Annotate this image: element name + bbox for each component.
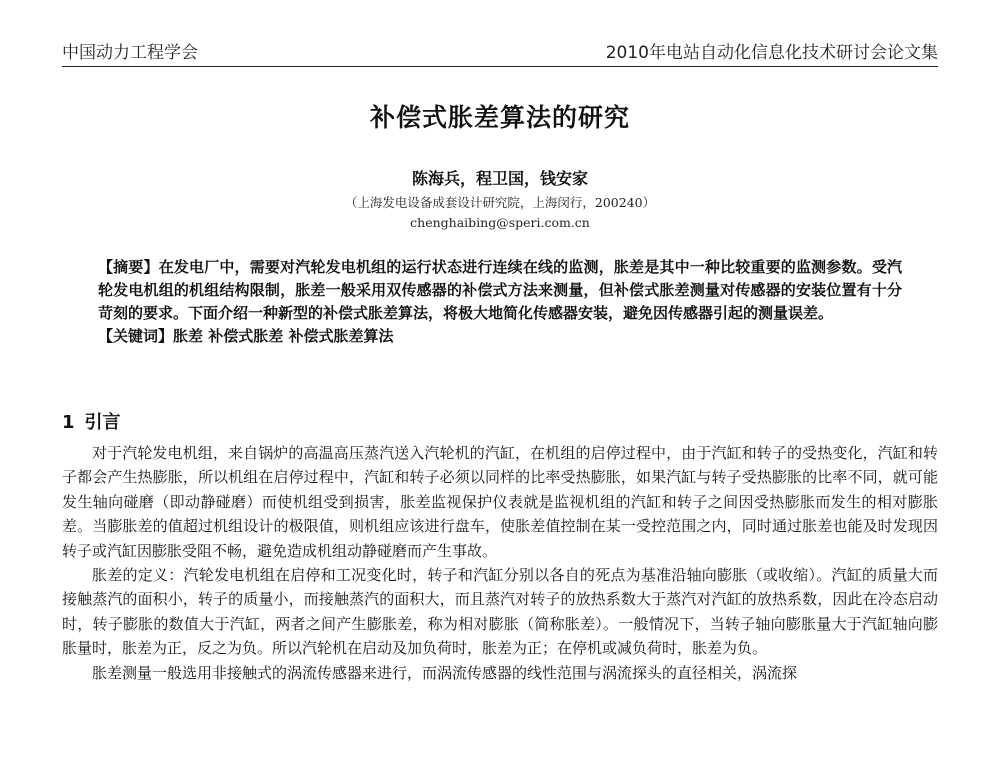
section-title: 引言 [84,412,121,433]
abstract-block [98,256,902,348]
author-affiliation: （上海发电设备成套设计研究院，上海闵行，200240） [344,195,656,210]
header-proceedings-title: 2010年电站自动化信息化技术研讨会论文集 [605,43,938,63]
paragraph: 胀差测量一般选用非接触式的涡流传感器来进行，而涡流传感器的线性范围与涡流探头的直径相关，涡流探 [92,663,798,682]
paper-title: 补偿式胀差算法的研究 [369,103,630,132]
author-list: 陈海兵，程卫国，钱安家 [411,169,588,188]
author-email: chenghaibing@speri.com.cn [410,215,590,230]
abstract-text: 【摘要】在发电厂中，需要对汽轮发电机组的运行状态进行连续在线的监测，胀差是其中一种比较重要的监测参数。受汽轮发电机组的机组结构限制，胀差一般采用双传感器的补偿式方法来测量，但补偿式胀差测量对传感器的安装位置有十分苛刻的要求。下面介绍一种新型的补偿式胀差算法，将极大地简化传感器安装，避免因传感器引起的测量误差。 [98,258,902,322]
running-header [62,38,938,66]
paragraph: 对于汽轮发电机组，来自锅炉的高温高压蒸汽送入汽轮机的汽缸，在机组的启停过程中，由于汽缸和转子的受热变化，汽缸和转子都会产生热膨胀，所以机组在启停过程中，汽缸和转子必须以同样的比率受热膨胀，如果汽缸与转子受热膨胀的比率不同，就可能发生轴向碰磨（即动静碰磨）而使机组受到损害，胀差监视保护仪表就是监视机组的汽缸和转子之间因受热膨胀而发生的相对膨胀差。当膨胀差的值超过机组设计的极限值，则机组应该进行盘车，使胀差值控制在某一受控范围之内，同时通过胀差也能及时发现因转子或汽缸因膨胀受阻不畅，避免造成机组动静碰磨而产生事故。 [62,444,938,560]
keywords: 【关键词】胀差 补偿式胀差 补偿式胀差算法 [98,327,394,345]
header-organization: 中国动力工程学会 [62,43,198,63]
section-number: 1 [62,412,75,433]
section-body [62,441,938,685]
paragraph: 胀差的定义：汽轮发电机组在启停和工况变化时，转子和汽缸分别以各自的死点为基准沿轴向膨胀（或收缩）。汽缸的质量大而接触蒸汽的面积小，转子的质量小，而接触蒸汽的面积大，而且蒸汽对转子的放热系数大于蒸汽对汽缸的放热系数，因此在冷态启动时，转子膨胀的数值大于汽缸，两者之间产生膨胀差，称为相对膨胀（简称胀差）。一般情况下，当转子轴向膨胀量大于汽缸轴向膨胀量时，胀差为正，反之为负。所以汽轮机在启动及加负荷时，胀差为正；在停机或减负荷时，胀差为负。 [62,566,938,658]
header-divider [62,66,938,67]
section-heading [62,408,121,434]
